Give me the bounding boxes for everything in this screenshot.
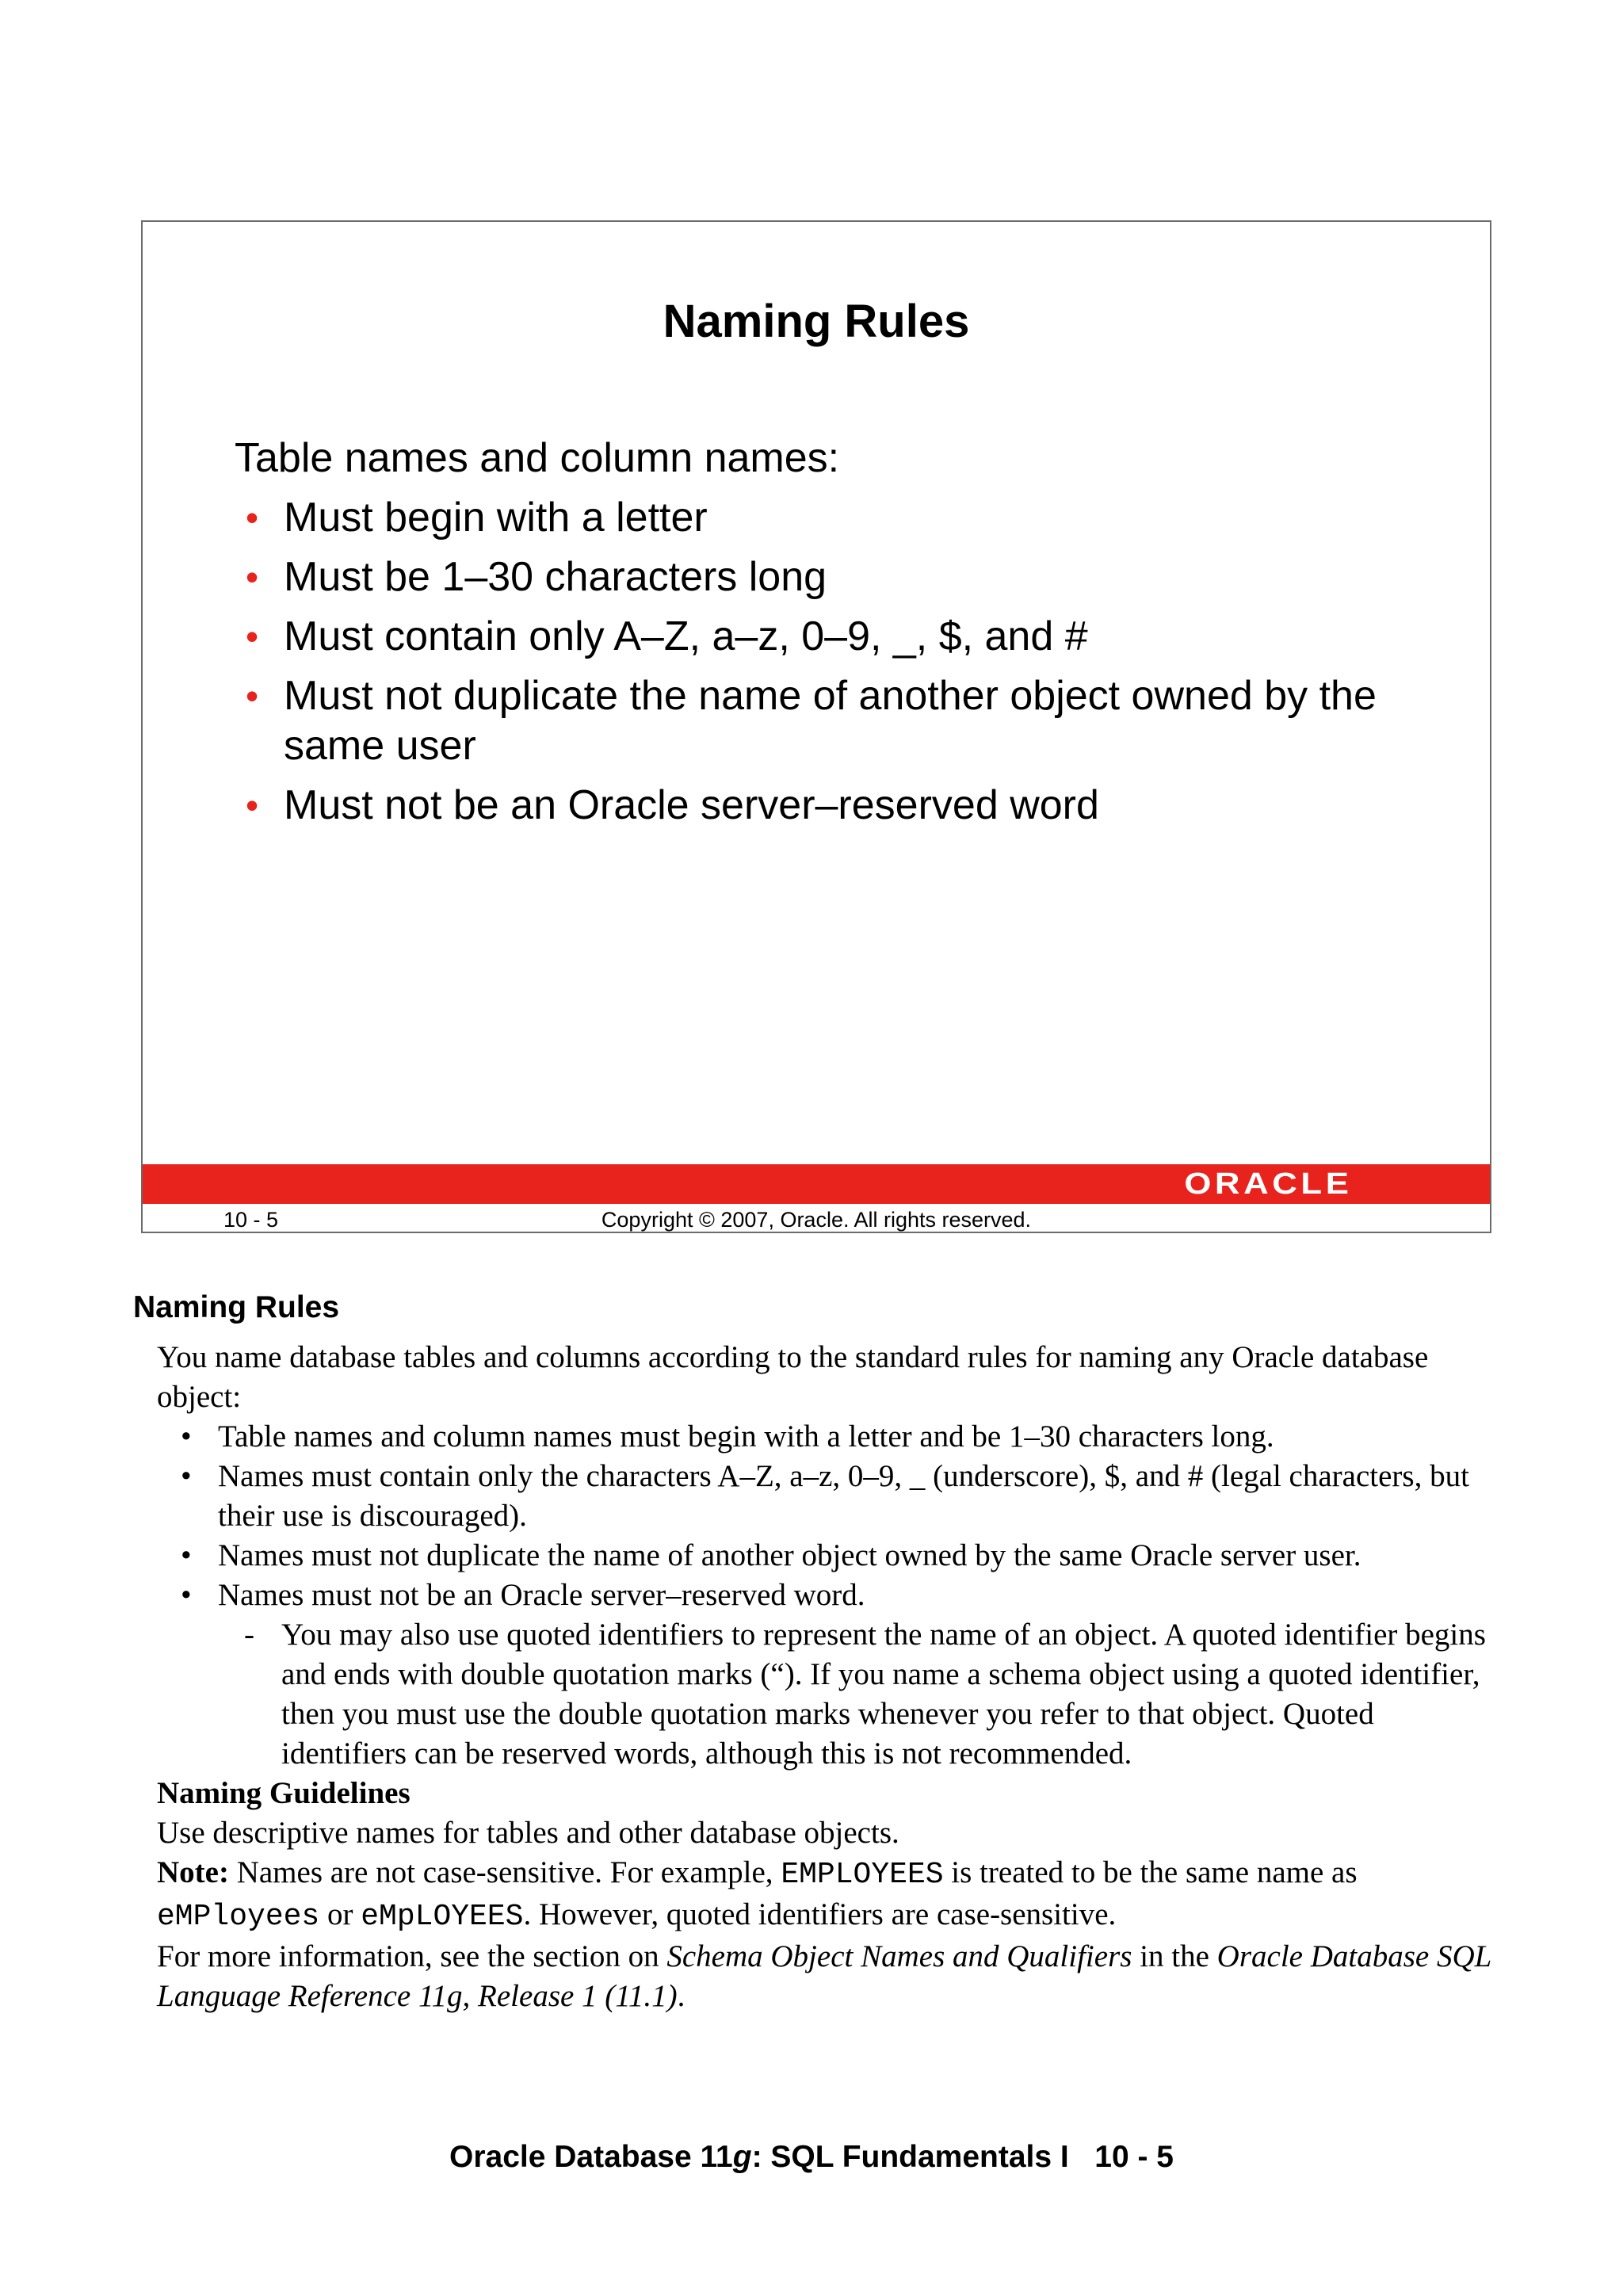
guidelines-heading: Naming Guidelines	[157, 1776, 411, 1810]
slide-footer-bar	[143, 1164, 1490, 1204]
bullet-icon: •	[181, 1419, 192, 1454]
bullet-icon: •	[246, 616, 259, 657]
notes-bullet: • Table names and column names must begin with a letter and be 1–30 characters long.	[157, 1417, 1496, 1457]
slide-bullet: • Must contain only A–Z, a–z, 0–9, _, $, and #	[246, 612, 1434, 662]
slide-bullet: • Must begin with a letter	[246, 493, 1434, 543]
note-label: Note:	[157, 1855, 229, 1889]
bullet-icon: •	[181, 1538, 192, 1572]
more-info-paragraph: For more information, see the section on Schema Object Names and Qualifiers in the Oracle Database SQL Language Reference 11g, Release 1 (11.1).	[157, 1939, 1491, 2013]
notes-sub-bullet: - You may also use quoted identifiers to represent the name of an object. A quoted identifier begins and ends with double quotation marks (“). If you name a schema object using a quoted identifier, then you must use the double quotation marks whenever you refer to that object. Quoted identifiers can be reserved words, although this is not recommended.	[157, 1615, 1496, 1774]
notes-bullet: • Names must contain only the characters A–Z, a–z, 0–9, _ (underscore), $, and # (legal characters, but their use is discouraged).	[157, 1457, 1496, 1536]
code-employees-mixed-1: eMPloyees	[157, 1900, 320, 1934]
reference-section: Schema Object Names and Qualifiers	[666, 1939, 1132, 1973]
bullet-icon: •	[181, 1459, 192, 1493]
slide	[141, 220, 1491, 1233]
slide-bullet: • Must not duplicate the name of another object owned by the same user	[246, 673, 1377, 769]
bullet-icon: •	[181, 1578, 192, 1612]
guidelines-text: Use descriptive names for tables and other database objects.	[157, 1816, 899, 1850]
bullet-icon: •	[246, 675, 259, 716]
code-employees-mixed-2: eMpLOYEES	[361, 1900, 524, 1934]
oracle-logo: ORACLE	[1183, 1167, 1352, 1201]
notes-bullet: • Names must not duplicate the name of another object owned by the same Oracle server user.	[157, 1536, 1496, 1576]
slide-bullet: • Must not be an Oracle server–reserved word	[246, 781, 1434, 831]
reference-book: Oracle Database SQL Language Reference 11g, Release 1 (11.1)	[157, 1939, 1491, 2013]
slide-lead: Table names and column names:	[235, 435, 840, 481]
notes-heading: Naming Rules	[133, 1290, 340, 1324]
page-number: 10 - 5	[1094, 2140, 1174, 2174]
bullet-icon: •	[246, 556, 259, 598]
copyright-text: Copyright © 2007, Oracle. All rights reserved.	[601, 1208, 1032, 1232]
slide-title: Naming Rules	[663, 296, 970, 347]
dash-icon: -	[244, 1618, 254, 1652]
code-employees: EMPLOYEES	[781, 1858, 944, 1892]
notes-body	[157, 1338, 1496, 2016]
slide-bullet-list	[246, 493, 1434, 840]
notes-intro: You name database tables and columns according to the standard rules for naming any Oracle database object:	[157, 1340, 1429, 1414]
notes-sub-list	[157, 1615, 1496, 1774]
slide-number: 10 - 5	[223, 1208, 279, 1232]
bullet-icon: •	[246, 497, 259, 538]
bullet-icon: •	[246, 785, 259, 826]
notes-bullet-list	[157, 1417, 1496, 1615]
slide-bullet: • Must be 1–30 characters long	[246, 552, 1434, 602]
notes-bullet: • Names must not be an Oracle server–reserved word.	[157, 1576, 1496, 1615]
note-paragraph: Note: Names are not case-sensitive. For example, EMPLOYEES is treated to be the same name as eMPloyees or eMpLOYEES. However, quoted identifiers are case-sensitive.	[157, 1855, 1358, 1934]
slide-footer	[143, 1205, 1490, 1233]
page-footer: Oracle Database 11g: SQL Fundamentals I 10 - 5	[449, 2140, 1174, 2174]
